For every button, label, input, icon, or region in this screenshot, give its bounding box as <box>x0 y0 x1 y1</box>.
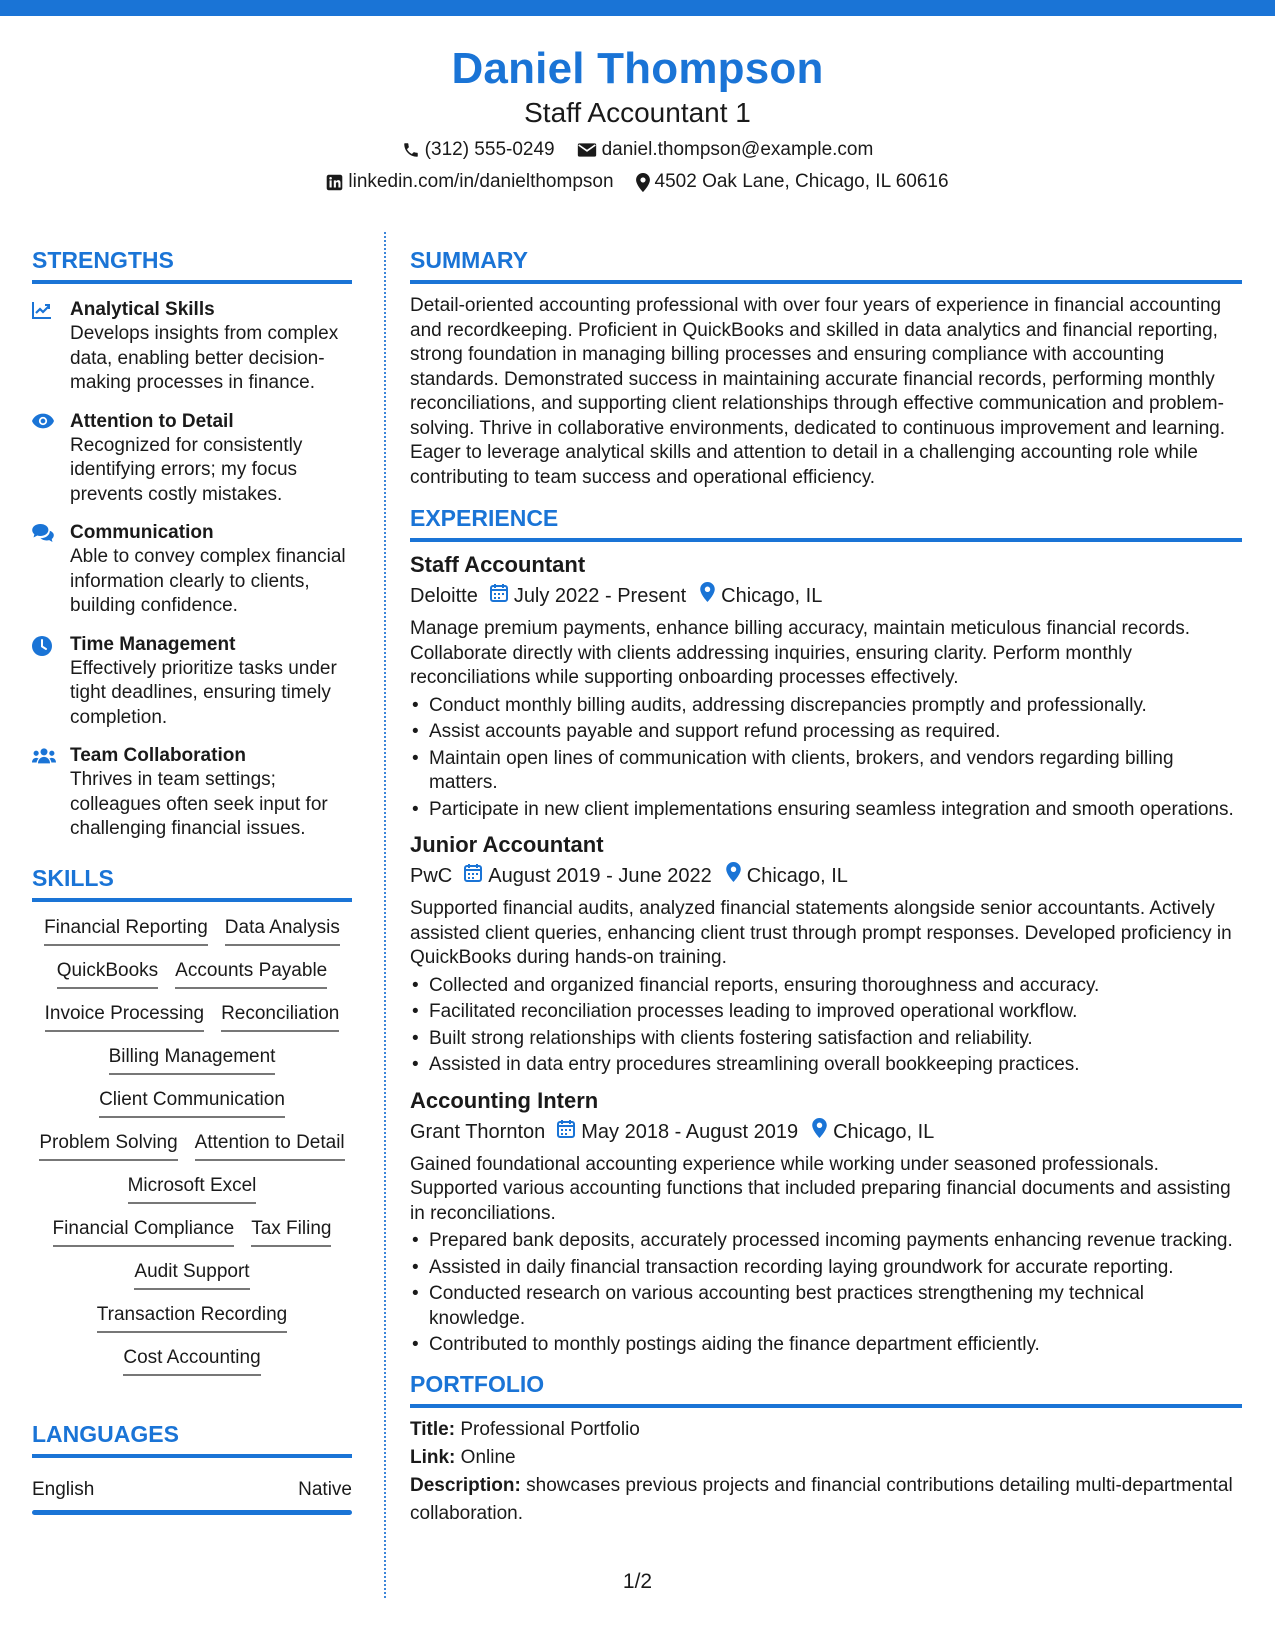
job-location: Chicago, IL <box>746 865 848 887</box>
job-bullet: • Assisted in data entry procedures streamlining overall bookkeeping practices. <box>410 1053 1242 1078</box>
skill-row <box>109 1045 276 1075</box>
portfolio-desc-line <box>410 1472 1242 1528</box>
language-level: Native <box>298 1478 352 1500</box>
portfolio-block <box>410 1416 1242 1528</box>
map-pin-icon <box>636 173 650 192</box>
skill-tag: QuickBooks <box>57 959 158 989</box>
portfolio-link[interactable]: Online <box>460 1446 516 1468</box>
job-company: Grant Thornton <box>410 1120 546 1143</box>
strength-item <box>32 298 352 396</box>
job-company: PwC <box>410 865 453 887</box>
portfolio-title-value: Professional Portfolio <box>460 1418 640 1440</box>
summary-heading: SUMMARY <box>410 246 1242 284</box>
map-pin-icon <box>812 1118 827 1146</box>
skill-tag: Problem Solving <box>39 1131 177 1161</box>
linkedin-contact[interactable] <box>326 170 613 194</box>
job-bullet: • Maintain open lines of communication with clients, brokers, and vendors regarding billing matters. <box>410 747 1242 796</box>
portfolio-heading: PORTFOLIO <box>410 1370 1242 1408</box>
skill-row <box>44 916 340 946</box>
skill-tag: Transaction Recording <box>97 1303 287 1333</box>
job-bullet: • Assisted in daily financial transaction recording laying groundwork for accurate reporting. <box>410 1256 1242 1281</box>
job-meta <box>410 1118 1242 1146</box>
skill-tag: Financial Reporting <box>44 916 208 946</box>
skill-row <box>45 1002 340 1032</box>
job-description: Manage premium payments, enhance billing accuracy, maintain meticulous financial records. Collaborate directly with clients addressing inquiries, ensuring clarity. Perform monthly reconciliations while supporting onboarding processes effectively. <box>410 618 1191 688</box>
portfolio-link-label: Link: <box>410 1446 456 1468</box>
skill-tag: Client Communication <box>99 1088 285 1118</box>
users-icon <box>32 744 70 842</box>
job-title: Junior Accountant <box>410 832 604 857</box>
strength-desc: Recognized for consistently identifying errors; my focus prevents costly mistakes. <box>70 434 303 505</box>
job-bullet: • Contributed to monthly postings aiding the finance department efficiently. <box>410 1333 1242 1358</box>
strength-desc: Effectively prioritize tasks under tight deadlines, ensuring timely completion. <box>70 657 337 728</box>
job-bullets <box>410 694 1242 823</box>
right-column <box>410 246 1242 1528</box>
job-location: Chicago, IL <box>833 1120 935 1143</box>
skill-tag: Reconciliation <box>221 1002 339 1032</box>
portfolio-title-label: Title: <box>410 1418 456 1440</box>
skill-tag: Microsoft Excel <box>128 1174 257 1204</box>
skill-tag: Tax Filing <box>251 1217 331 1247</box>
strength-desc: Able to convey complex financial information clearly to clients, building confidence. <box>70 546 346 616</box>
portfolio-desc-label: Description: <box>410 1474 521 1496</box>
language-name: English <box>32 1478 95 1500</box>
skill-tag: Data Analysis <box>225 916 340 946</box>
portfolio-title-line <box>410 1416 1242 1444</box>
strength-item <box>32 633 352 731</box>
skill-tag: Audit Support <box>134 1260 249 1290</box>
job-bullet: • Built strong relationships with clients fostering satisfaction and reliability. <box>410 1027 1242 1052</box>
skill-row <box>128 1174 257 1204</box>
column-divider <box>384 232 386 1598</box>
contact-row-2 <box>0 170 1275 194</box>
strength-title: Communication <box>70 522 214 543</box>
job-dates: May 2018 - August 2019 <box>581 1120 799 1143</box>
page-number: 1/2 <box>622 1570 653 1593</box>
map-pin-icon <box>700 582 715 610</box>
job-bullet: • Assist accounts payable and support refund processing as required. <box>410 720 1242 745</box>
skill-row <box>123 1346 260 1376</box>
linkedin-text: linkedin.com/in/danielthompson <box>348 171 614 192</box>
phone-icon <box>402 141 420 159</box>
envelope-icon <box>577 142 597 158</box>
comments-icon <box>32 521 70 619</box>
job-entry <box>410 830 1242 1078</box>
candidate-name: Daniel Thompson <box>451 44 824 93</box>
portfolio-desc-value: showcases previous projects and financial contributions detailing multi-departmental collaboration. <box>410 1474 1233 1524</box>
strength-item <box>32 744 352 842</box>
clock-icon <box>32 633 70 731</box>
skill-tag: Invoice Processing <box>45 1002 204 1032</box>
phone-text: (312) 555-0249 <box>424 139 555 160</box>
job-entry <box>410 550 1242 822</box>
job-bullet: • Collected and organized financial reports, ensuring thoroughness and accuracy. <box>410 974 1242 999</box>
job-bullet: • Prepared bank deposits, accurately processed incoming payments enhancing revenue tracking. <box>410 1229 1242 1254</box>
strength-title: Attention to Detail <box>70 410 234 432</box>
skill-tag: Accounts Payable <box>175 959 327 989</box>
job-bullet: • Facilitated reconciliation processes leading to improved operational workflow. <box>410 1000 1242 1025</box>
job-company: Deloitte <box>410 585 478 607</box>
chart-line-icon <box>32 298 70 396</box>
language-item <box>32 1478 352 1502</box>
job-description: Gained foundational accounting experience while working under seasoned professionals. Supported various accounting functions that included preparing financial documents and assisting in reconciliations. <box>410 1153 1231 1224</box>
strength-desc: Thrives in team settings; colleagues often seek input for challenging financial issues. <box>70 769 328 839</box>
strength-title: Team Collaboration <box>70 745 246 766</box>
job-entry <box>410 1086 1242 1358</box>
skills-list <box>32 916 352 1376</box>
left-column <box>32 246 352 1515</box>
linkedin-icon <box>326 174 343 191</box>
skill-row <box>134 1260 249 1290</box>
skill-tag: Billing Management <box>109 1045 276 1075</box>
strength-title: Time Management <box>70 633 236 655</box>
job-meta <box>410 862 1242 890</box>
skill-row <box>39 1131 344 1161</box>
skills-heading: SKILLS <box>32 864 352 902</box>
calendar-icon <box>464 862 482 890</box>
strength-item <box>32 521 352 619</box>
job-meta <box>410 582 1242 610</box>
summary-text: Detail-oriented accounting professional with over four years of experience in financial accounting and recordkeeping. Proficient in QuickBooks and skilled in data analytics and financial reporting, strong foundation in managing billing processes and ensuring compliance with accounting standards. Demonstrated success in maintaining accurate financial records, performing monthly reconciliations, and supporting client relationships through effective communication and problem-solving. Thrive in collaborative environments, dedicated to continuous improvement and learning. Eager to leverage analytical skills and attention to detail in a challenging accounting role while contributing to team success and operational efficiency. <box>410 295 1225 488</box>
job-bullets <box>410 1229 1242 1358</box>
job-location: Chicago, IL <box>721 585 823 607</box>
job-title: Accounting Intern <box>410 1087 599 1113</box>
email-contact[interactable] <box>577 138 874 162</box>
skill-row <box>99 1088 285 1118</box>
phone-contact <box>402 138 555 162</box>
job-bullet: • Conducted research on various accounting best practices strengthening my technical knowledge. <box>410 1282 1242 1331</box>
job-bullets <box>410 974 1242 1078</box>
skill-row <box>97 1303 287 1333</box>
skill-tag: Financial Compliance <box>53 1217 235 1247</box>
language-level-bar <box>32 1510 352 1515</box>
job-bullet: • Conduct monthly billing audits, addressing discrepancies promptly and professionally. <box>410 694 1242 719</box>
top-accent-bar <box>0 0 1275 16</box>
strength-desc: Develops insights from complex data, enabling better decision-making processes in finance. <box>70 323 339 393</box>
job-dates: July 2022 - Present <box>513 585 687 607</box>
skill-tag: Cost Accounting <box>123 1346 260 1376</box>
candidate-role: Staff Accountant 1 <box>524 97 751 128</box>
job-bullet: • Participate in new client implementations ensuring seamless integration and smooth operations. <box>410 798 1242 823</box>
experience-heading: EXPERIENCE <box>410 504 1242 542</box>
strengths-heading: STRENGTHS <box>32 246 352 284</box>
strength-item <box>32 410 352 508</box>
map-pin-icon <box>726 862 741 890</box>
eye-icon <box>32 410 70 508</box>
job-description: Supported financial audits, analyzed financial statements alongside senior accountants. Actively assisted client queries, enhancing client trust through prompt responses. Developed proficiency in QuickBooks during hands-on training. <box>410 898 1232 968</box>
contact-row-1 <box>0 138 1275 162</box>
strength-title: Analytical Skills <box>70 299 215 320</box>
skill-row <box>57 959 327 989</box>
calendar-icon <box>557 1118 575 1146</box>
email-text: daniel.thompson@example.com <box>601 139 874 160</box>
job-title: Staff Accountant <box>410 552 586 577</box>
languages-heading: LANGUAGES <box>32 1420 352 1458</box>
resume-header <box>0 40 1275 194</box>
skill-tag: Attention to Detail <box>195 1131 345 1161</box>
calendar-icon <box>490 582 508 610</box>
address-text: 4502 Oak Lane, Chicago, IL 60616 <box>654 171 949 192</box>
job-dates: August 2019 - June 2022 <box>488 865 712 887</box>
portfolio-link-line <box>410 1444 1242 1472</box>
address-contact <box>636 170 949 194</box>
skill-row <box>53 1217 332 1247</box>
